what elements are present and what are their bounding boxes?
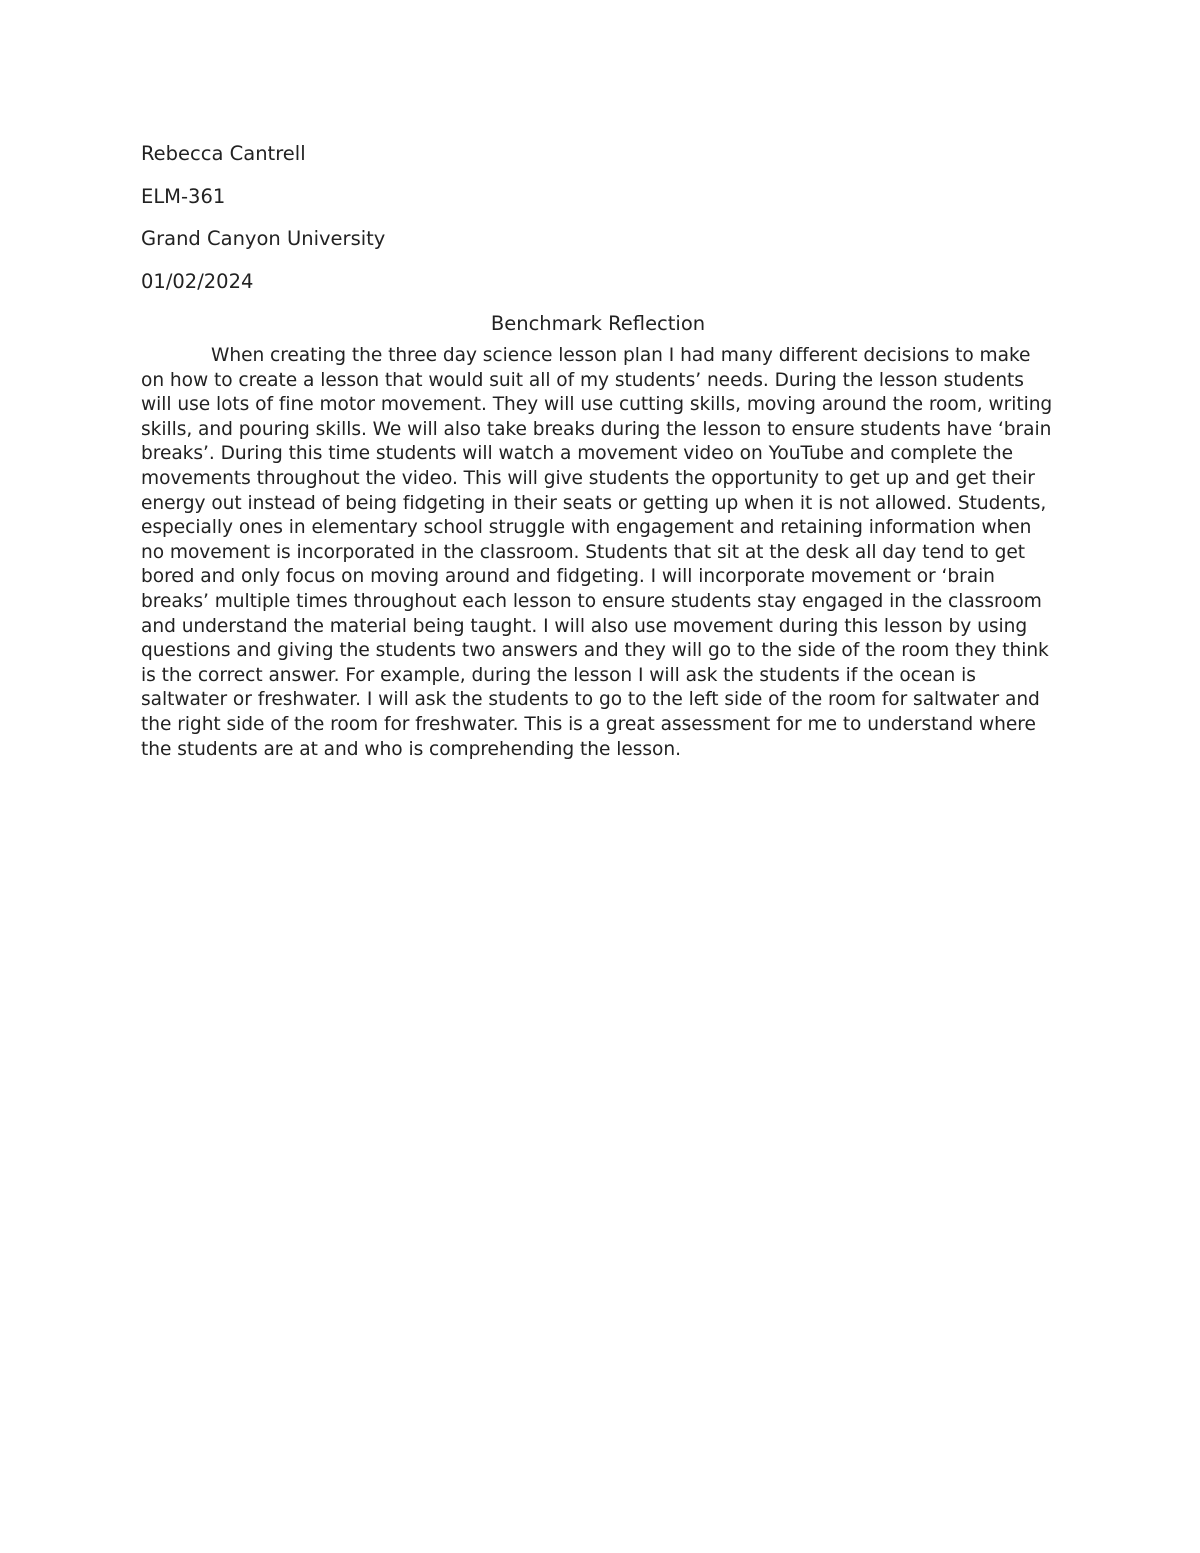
body-paragraph: When creating the three day science lesson plan I had many different decisions to make on how to create a lesson that would suit all of my students’ needs. During the lesson students will use lots of fine motor movement. They will use cutting skills, moving around the room, writing skills, and pouring skills. We will also take breaks during the lesson to ensure students have ‘brain breaks’. During this time students will watch a movement video on YouTube and complete the movements throughout the video. This will give students the opportunity to get up and get their energy out instead of being fidgeting in their seats or getting up when it is not allowed. Students, especially ones in elementary school struggle with engagement and retaining information when no movement is incorporated in the classroom. Students that sit at the desk all day tend to get bored and only focus on moving around and fidgeting. I will incorporate movement or ‘brain breaks’ multiple times throughout each lesson to ensure students stay engaged in the classroom and understand the material being taught. I will also use movement during this lesson by using questions and giving the students two answers and they will go to the side of the room they think is the correct answer. For example, during the lesson I will ask the students if the ocean is saltwater or freshwater. I will ask the students to go to the left side of the room for saltwater and the right side of the room for freshwater. This is a great assessment for me to understand where the students are at and who is comprehending the lesson.: [141, 345, 1053, 760]
institution-name: Grand Canyon University: [141, 227, 386, 250]
document-title: Benchmark Reflection: [490, 312, 706, 335]
document-content: [141, 140, 1055, 762]
document-date: 01/02/2024: [141, 269, 254, 293]
author-name: Rebecca Cantrell: [141, 142, 306, 165]
course-code: ELM-361: [141, 184, 226, 208]
